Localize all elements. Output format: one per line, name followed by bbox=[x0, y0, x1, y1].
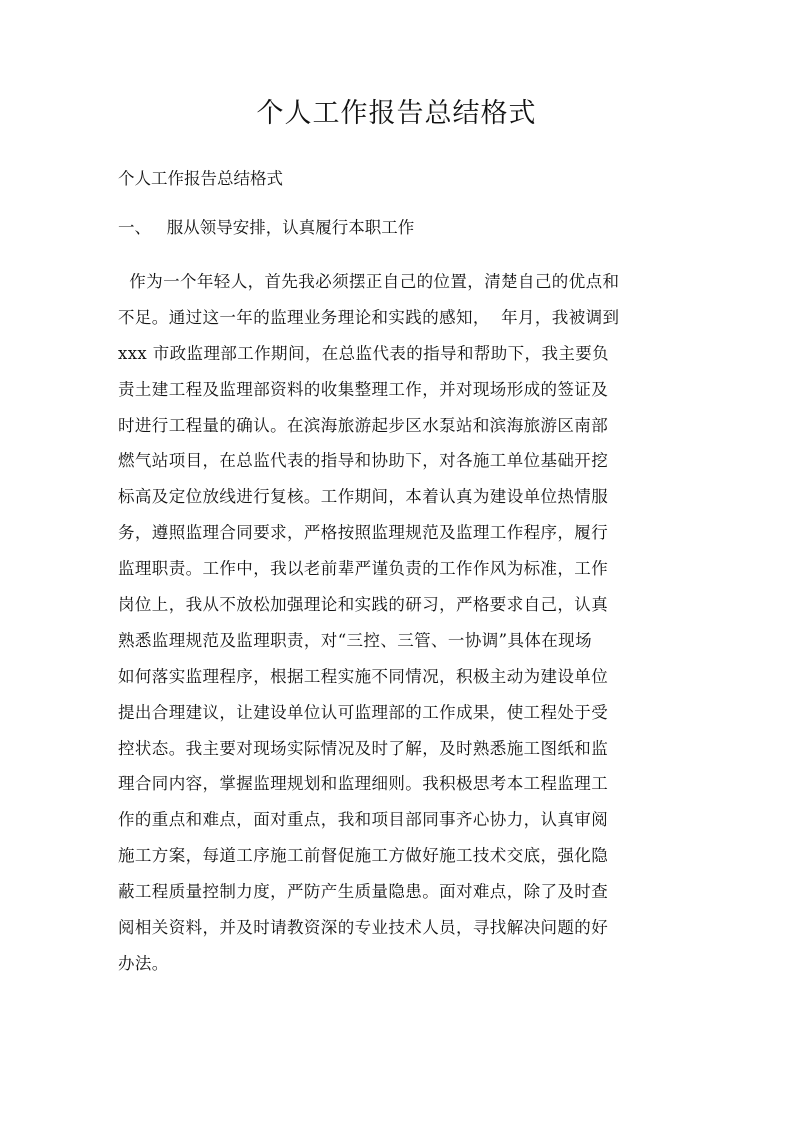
paragraph-line: 施工方案，每道工序施工前督促施工方做好施工技术交底，强化隐 bbox=[118, 846, 609, 866]
paragraph-line: 作的重点和难点，面对重点，我和项目部同事齐心协力，认真审阅 bbox=[118, 810, 609, 830]
paragraph-line: 不足。通过这一年的监理业务理论和实践的感知， 年月，我被调到 bbox=[118, 307, 620, 327]
paragraph-line: 控状态。我主要对现场实际情况及时了解，及时熟悉施工图纸和监 bbox=[118, 738, 609, 758]
paragraph-line: 提出合理建议，让建设单位认可监理部的工作成果，使工程处于受 bbox=[118, 702, 609, 722]
paragraph-line: 蔽工程质量控制力度，严防产生质量隐患。面对难点，除了及时查 bbox=[118, 882, 609, 902]
paragraph-line: 燃气站项目，在总监代表的指导和协助下，对各施工单位基础开挖 bbox=[118, 451, 609, 471]
paragraph-line: xxx 市政监理部工作期间，在总监代表的指导和帮助下，我主要负 bbox=[118, 343, 610, 363]
paragraph-line: 时进行工程量的确认。在滨海旅游起步区水泵站和滨海旅游区南部 bbox=[118, 415, 609, 435]
document-subtitle: 个人工作报告总结格式 bbox=[118, 169, 283, 188]
paragraph-line: 标高及定位放线进行复核。工作期间，本着认真为建设单位热情服 bbox=[118, 487, 609, 507]
paragraph-line: 责土建工程及监理部资料的收集整理工作，并对现场形成的签证及 bbox=[118, 379, 609, 399]
paragraph-line: 理合同内容，掌握监理规划和监理细则。我积极思考本工程监理工 bbox=[118, 774, 609, 794]
body-paragraph bbox=[118, 264, 680, 982]
paragraph-line: 监理职责。工作中，我以老前辈严谨负责的工作作风为标准，工作 bbox=[118, 559, 609, 579]
section-heading: 一、 服从领导安排，认真履行本职工作 bbox=[118, 218, 415, 237]
paragraph-line: 阅相关资料，并及时请教资深的专业技术人员，寻找解决问题的好 bbox=[118, 918, 609, 938]
paragraph-line: 熟悉监理规范及监理职责，对“三控、三管、一协调”具体在现场 bbox=[118, 630, 592, 650]
paragraph-line: 办法。 bbox=[118, 953, 169, 973]
document-title: 个人工作报告总结格式 bbox=[256, 98, 537, 129]
paragraph-line: 如何落实监理程序，根据工程实施不同情况，积极主动为建设单位 bbox=[118, 666, 609, 686]
paragraph-line: 务，遵照监理合同要求，严格按照监理规范及监理工作程序，履行 bbox=[118, 523, 609, 543]
paragraph-line: 岗位上，我从不放松加强理论和实践的研习，严格要求自己，认真 bbox=[118, 595, 609, 615]
paragraph-line: 作为一个年轻人，首先我必须摆正自己的位置，清楚自己的优点和 bbox=[118, 272, 620, 291]
